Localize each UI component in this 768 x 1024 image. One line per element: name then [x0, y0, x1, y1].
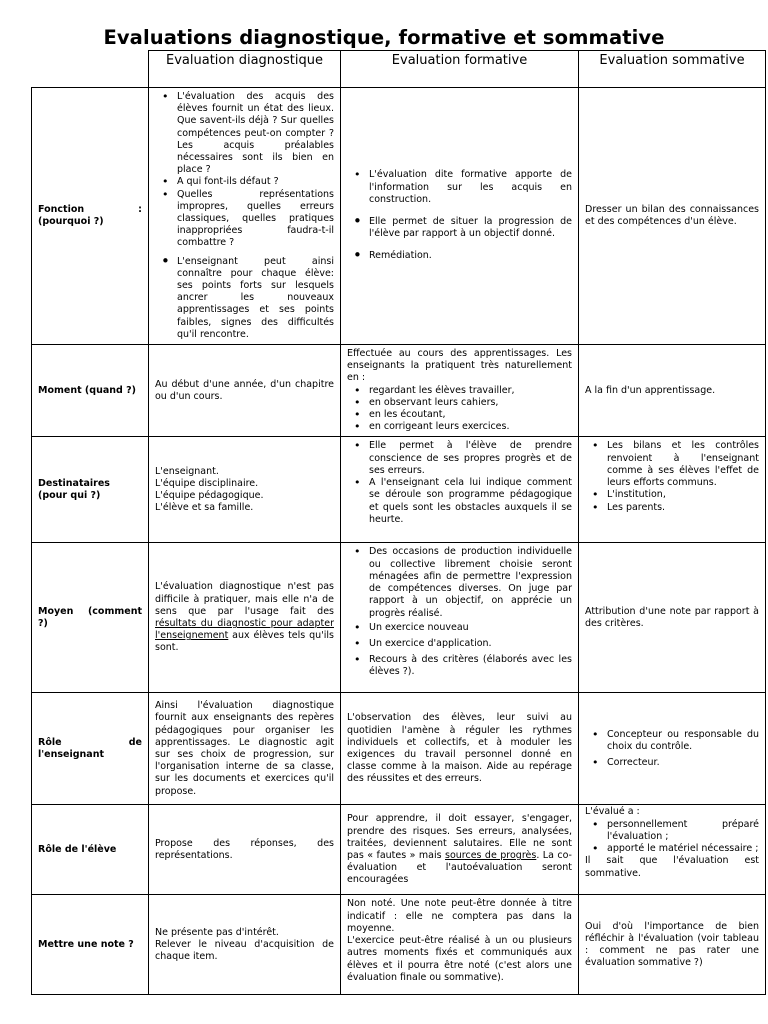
- page-title: Evaluations diagnostique, formative et sommative: [103, 26, 665, 49]
- list-item: • Elle permet de situer la progression de l'élève par rapport à un objectif donné.: [369, 216, 572, 240]
- row-head-note: Mettre une note ?: [32, 895, 149, 995]
- header-diagnostique: Evaluation diagnostique: [149, 51, 341, 88]
- role-eleve-somm-intro: L'évalué a :: [585, 806, 640, 818]
- list-item: • Un exercice d'application.: [369, 638, 572, 650]
- list-item: • A l'enseignant cela lui indique comment se déroule son programme pédagogique et quels sont les obstacles auxquels il se heurte.: [369, 477, 572, 526]
- role-eleve-form-text-b: . La co-évaluation et l'autoévaluation seront encouragées: [347, 849, 572, 886]
- role-eleve-somm-outro: Il sait que l'évaluation est sommative.: [585, 855, 759, 879]
- cell-moyen-diagnostique: [149, 543, 341, 693]
- header-row: [32, 51, 766, 88]
- row-role-enseignant: [32, 693, 766, 805]
- moyen-diag-text-b: aux élèves tels qu'ils sont.: [155, 630, 334, 654]
- row-moyen: [32, 543, 766, 693]
- row-head-role-eleve: Rôle de l'élève: [32, 805, 149, 895]
- cell-destinataires-formative: [341, 437, 579, 543]
- cell-destinataires-sommative: [579, 437, 766, 543]
- moyen-diag-underlined: résultats du diagnostic pour adapter l'enseignement: [155, 617, 334, 642]
- evaluation-table: [31, 50, 766, 995]
- list-item: • L'enseignant peut ainsi connaître pour chaque élève: ses points forts sur lesquels ancrer les nouveaux apprentissages et ses points faibles, signes des difficultés qu'il rencontre.: [177, 256, 334, 341]
- cell-moyen-formative: [341, 543, 579, 693]
- row-fonction: [32, 88, 766, 345]
- cell-note-formative: [341, 895, 579, 995]
- cell-fonction-diagnostique: [149, 88, 341, 345]
- row-head-destinataires: Destinataires (pour qui ?): [32, 437, 149, 543]
- cell-role-eleve-sommative: [579, 805, 766, 895]
- cell-role-eleve-diagnostique: Propose des réponses, des représentations.: [149, 805, 341, 895]
- row-role-eleve: [32, 805, 766, 895]
- text-line: Relever le niveau d'acquisition de chaque item.: [155, 938, 334, 963]
- row-head-moment: Moment (quand ?): [32, 345, 149, 437]
- row-head-moyen: Moyen (comment ?): [32, 543, 149, 693]
- role-eleve-form-underlined: sources de progrès: [445, 849, 537, 861]
- cell-fonction-formative: [341, 88, 579, 345]
- text-line: L'élève et sa famille.: [155, 502, 254, 514]
- cell-note-sommative: Oui d'où l'importance de bien réfléchir à l'évaluation (voir tableau : comment ne pas rater une évaluation sommative ?): [579, 895, 766, 995]
- text-line: L'enseignant.: [155, 465, 219, 477]
- text-line: L'équipe disciplinaire.: [155, 477, 259, 489]
- cell-moyen-sommative: Attribution d'une note par rapport à des critères.: [579, 543, 766, 693]
- cell-role-eleve-formative: [341, 805, 579, 895]
- text-line: Non noté. Une note peut-être donnée à titre indicatif : elle ne comptera pas dans la moyenne.: [347, 898, 572, 934]
- moment-formative-intro: Effectuée au cours des apprentissages. Les enseignants la pratiquent très naturellement en :: [347, 348, 572, 384]
- list-item: • en les écoutant,: [369, 409, 572, 421]
- cell-moment-sommative: A la fin d'un apprentissage.: [579, 345, 766, 437]
- list-item: • en corrigeant leurs exercices.: [369, 421, 572, 433]
- cell-moment-formative: [341, 345, 579, 437]
- row-note: [32, 895, 766, 995]
- text-line: L'exercice peut-être réalisé à un ou plusieurs autres moments fixés et communiqués aux élèves et il pourra être noté (c'est alors une évaluation finale ou sommative).: [347, 935, 572, 983]
- cell-note-diagnostique: [149, 895, 341, 995]
- cell-role-enseignant-formative: L'observation des élèves, leur suivi au quotidien l'amène à réguler les rythmes individuels et collectifs, et à moduler les exigences du travail personnel donné en classe comme à la maison. Aide au repérage des réussites et des erreurs.: [341, 693, 579, 805]
- list-item: • Des occasions de production individuelle ou collective librement choisie seront ménagées afin de permettre l'expression de compétences diverses. On juge par rapport à un objectif, on apprécie un progrès réalisé.: [369, 546, 572, 619]
- header-sommative: Evaluation sommative: [579, 51, 766, 88]
- list-item: • personnellement préparé l'évaluation ;: [607, 819, 759, 843]
- row-head-role-enseignant: Rôle de l'enseignant: [32, 693, 149, 805]
- list-item: • Elle permet à l'élève de prendre conscience de ses propres progrès et de ses erreurs.: [369, 440, 572, 477]
- list-item: • Les parents.: [607, 502, 759, 514]
- cell-role-enseignant-sommative: [579, 693, 766, 805]
- header-corner: [32, 51, 149, 88]
- list-item: • Les bilans et les contrôles renvoient à l'enseignant comme à ses élèves l'effet de leurs efforts communs.: [607, 440, 759, 489]
- cell-moment-diagnostique: Au début d'une année, d'un chapitre ou d'un cours.: [149, 345, 341, 437]
- cell-fonction-sommative: Dresser un bilan des connaissances et des compétences d'un élève.: [579, 88, 766, 345]
- row-moment: [32, 345, 766, 437]
- cell-destinataires-diagnostique: [149, 437, 341, 543]
- list-item: • apporté le matériel nécessaire ;: [607, 843, 759, 855]
- header-formative: Evaluation formative: [341, 51, 579, 88]
- list-item: • Recours à des critères (élaborés avec les élèves ?).: [369, 654, 572, 678]
- list-item: • regardant les élèves travailler,: [369, 385, 572, 397]
- list-item: • Quelles représentations impropres, quelles erreurs classiques, quelles pratiques inappropriées faudra-t-il combattre ?: [177, 189, 334, 250]
- row-destinataires: [32, 437, 766, 543]
- cell-role-enseignant-diagnostique: Ainsi l'évaluation diagnostique fournit aux enseignants des repères pédagogiques pour organiser les apprentissages. Le diagnostic agit sur ses choix de progression, sur l'organisation interne de sa classe, sur les documents et exercices qu'il propose.: [149, 693, 341, 805]
- text-line: Ne présente pas d'intérêt.: [155, 926, 279, 938]
- moyen-diag-text-a: L'évaluation diagnostique n'est pas difficile à pratiquer, mais elle n'a de sens que par l'usage fait des: [155, 581, 334, 617]
- list-item: • A qui font-ils défaut ?: [177, 176, 334, 188]
- list-item: • Correcteur.: [607, 757, 759, 769]
- list-item: • L'institution,: [607, 489, 759, 501]
- list-item: • Concepteur ou responsable du choix du contrôle.: [607, 729, 759, 753]
- list-item: • Remédiation.: [369, 250, 572, 262]
- role-eleve-form-text-a: Pour apprendre, il doit essayer, s'engager, prendre des risques. Ses erreurs, analysées, traitées, deviennent salutaires. Elle ne sont pas « fautes » mais: [347, 813, 572, 861]
- text-line: L'équipe pédagogique.: [155, 489, 264, 501]
- list-item: • Un exercice nouveau: [369, 622, 572, 634]
- list-item: • L'évaluation des acquis des élèves fournit un état des lieux. Que savent-ils déjà ? Sur quelles compétences peut-on compter ? Les acquis préalables nécessaires sont ils bien en place ?: [177, 91, 334, 176]
- list-item: • en observant leurs cahiers,: [369, 397, 572, 409]
- list-item: • L'évaluation dite formative apporte de l'information sur les acquis en construction.: [369, 169, 572, 206]
- row-head-fonction: Fonction : (pourquoi ?): [32, 88, 149, 345]
